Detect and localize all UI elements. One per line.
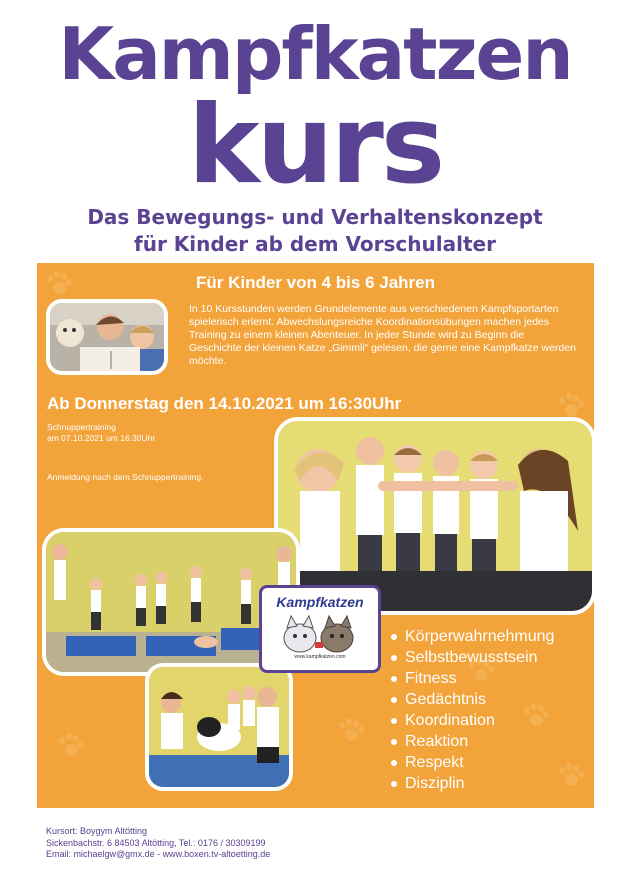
title-line-2: kurs	[187, 83, 443, 208]
trial-training-info	[47, 422, 155, 444]
benefit-item: Gedächtnis	[391, 689, 554, 710]
email-website: Email: michaelgw@gmx.de - www.boxen.tv-altoetting.de	[46, 849, 271, 859]
subtitle-line-1: Das Bewegungs- und Verhaltenskonzept	[87, 205, 543, 229]
benefit-item: Selbstbewusstsein	[391, 647, 554, 668]
orange-info-band	[37, 263, 594, 808]
fighting-cats-icon	[275, 612, 365, 654]
benefit-item: Fitness	[391, 668, 554, 689]
reading-story-photo	[46, 299, 168, 375]
start-date-heading: Ab Donnerstag den 14.10.2021 um 16:30Uhr	[47, 394, 402, 413]
address-phone: Sickenbachstr. 6 84503 Altötting, Tel.: 0176 / 30309199	[46, 837, 266, 848]
kampfkatzen-logo	[259, 585, 381, 673]
age-heading: Für Kinder von 4 bis 6 Jahren	[195, 273, 435, 292]
paw-print-icon	[57, 733, 85, 759]
benefit-item: Respekt	[391, 752, 554, 773]
trial-date: am 07.10.2021 um 16:30Uhr	[47, 433, 156, 443]
subtitle-line-2: für Kinder ab dem Vorschulalter	[134, 232, 496, 256]
logo-url: www.kampfkatzen.com	[294, 654, 346, 660]
benefit-item: Reaktion	[391, 731, 554, 752]
benefits-list	[391, 626, 554, 794]
signup-note: Anmeldung nach dem Schnuppertraining.	[47, 472, 204, 482]
benefit-item: Koordination	[391, 710, 554, 731]
paw-print-icon	[337, 718, 365, 744]
title-line-1: Kampfkatzen	[58, 12, 572, 96]
logo-name: Kampfkatzen	[276, 594, 364, 610]
benefit-item: Disziplin	[391, 773, 554, 794]
paw-print-icon	[557, 763, 585, 789]
course-description: In 10 Kursstunden werden Grundelemente aus verschiedenen Kampfsportarten spielerisch erlernt. Abwechslungsreiche Koordinationsübungen machen jedes Training zu einem kleinen Abenteuer. In jeder Stunde wird zu Beginn die Geschichte der kleinen Katze „Gimmli“ gelesen, die gerne eine Kampfkatze werden möchte.	[189, 303, 576, 367]
trial-label: Schnuppertraining	[47, 422, 116, 432]
course-location: Kursort: Boygym Altötting	[46, 826, 148, 836]
partner-exercise-photo	[145, 663, 293, 791]
contact-footer	[46, 826, 270, 861]
benefit-item: Körperwahrnehmung	[391, 626, 554, 647]
